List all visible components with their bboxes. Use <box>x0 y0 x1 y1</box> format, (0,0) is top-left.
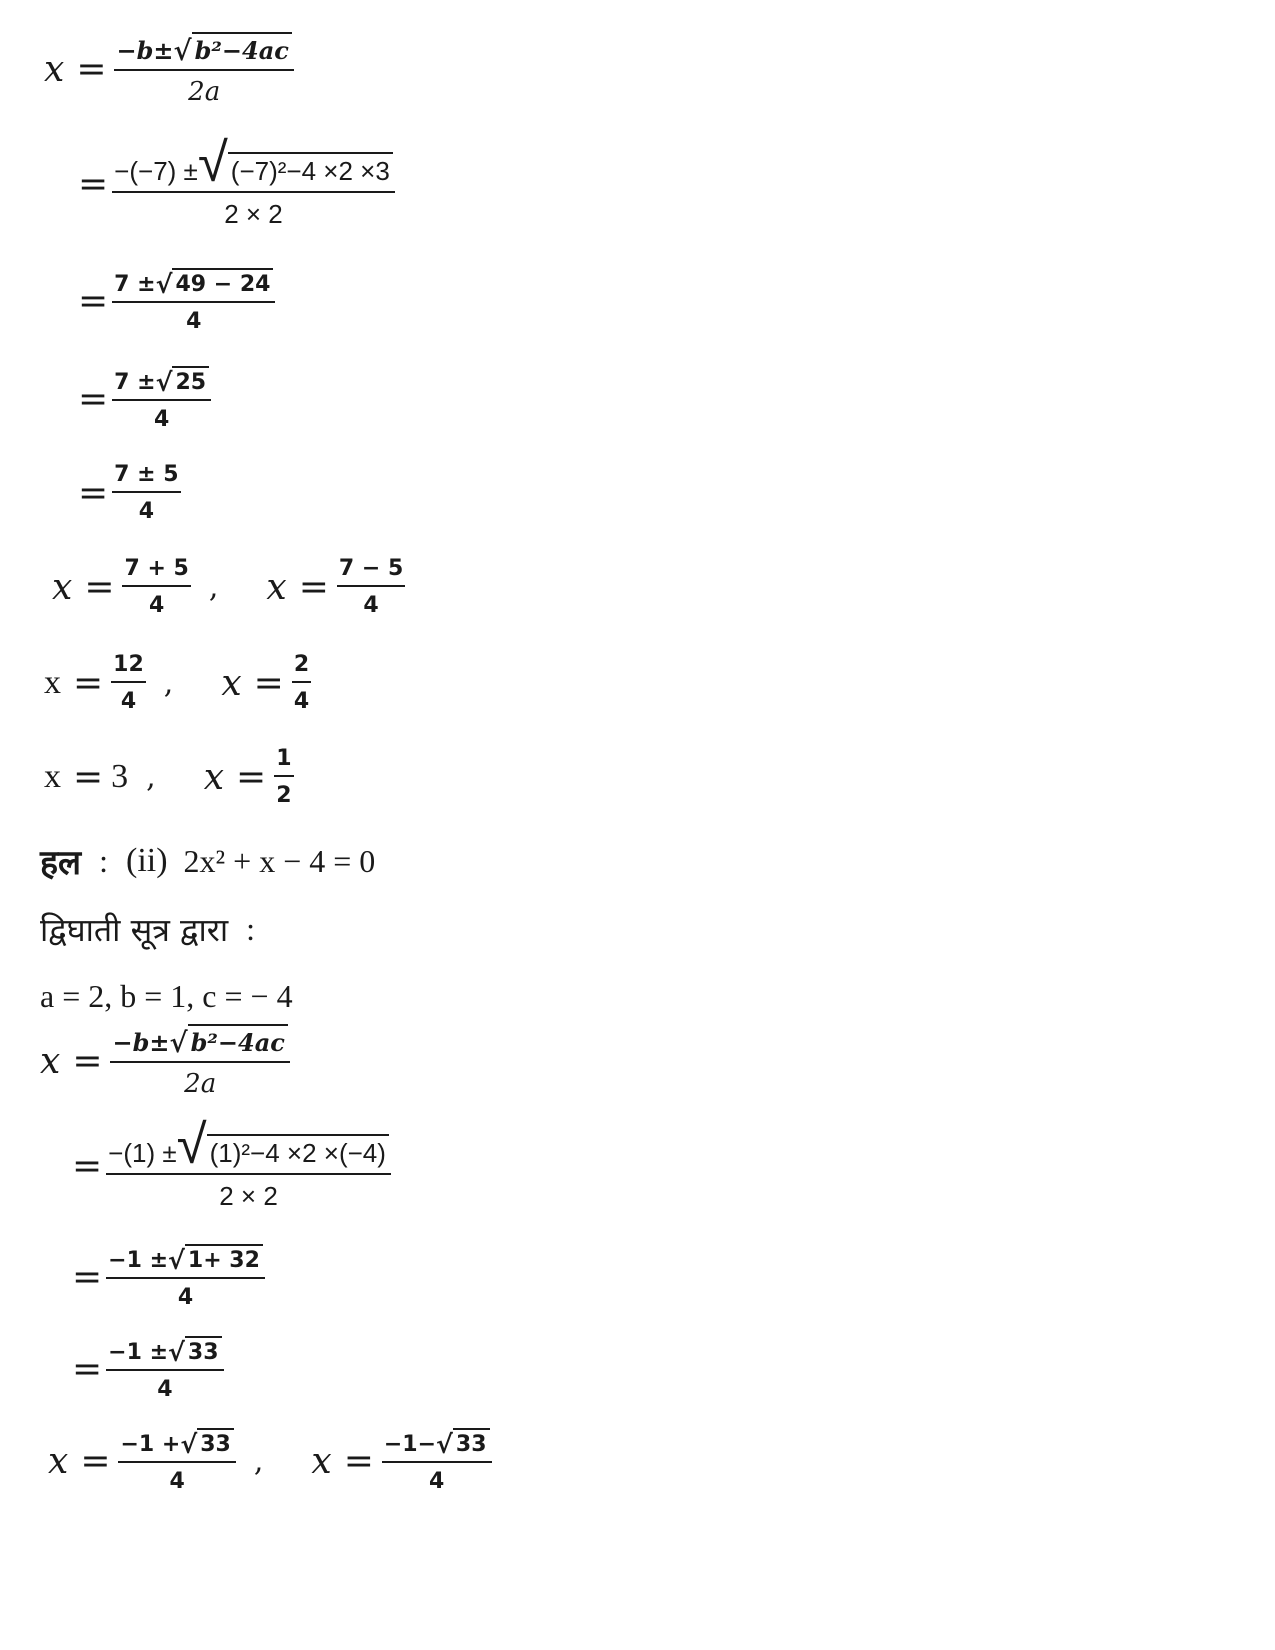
solution-label: हल <box>40 843 82 883</box>
lhs-x: x <box>44 758 61 795</box>
denominator: 2a <box>188 77 221 107</box>
square-root <box>156 366 210 395</box>
radical-sign-icon: √ <box>155 367 173 397</box>
denominator: 4 <box>363 593 379 618</box>
s2-method <box>40 908 273 951</box>
lhs-x: x <box>203 756 225 798</box>
denominator: 2 × 2 <box>224 199 283 230</box>
numerator: 12 <box>111 652 146 683</box>
numerator-prefix: −1− <box>383 1432 437 1457</box>
s2-substitution <box>72 1114 391 1212</box>
s2-step2 <box>72 1244 265 1310</box>
radical-sign-icon: √ <box>176 1114 207 1175</box>
numerator-prefix: −1 ± <box>108 1340 169 1365</box>
denominator: 2 <box>276 783 292 808</box>
colon: : <box>246 911 256 947</box>
s1-roots-simplified <box>44 652 311 714</box>
square-root <box>180 1428 234 1457</box>
radicand: 25 <box>172 366 209 395</box>
equals-sign: = <box>73 756 104 798</box>
radical-sign-icon: √ <box>168 1245 185 1275</box>
equals-sign: = <box>72 1256 103 1298</box>
radicand: (1)²−4 ×2 ×(−4) <box>207 1134 389 1169</box>
lhs-x: x <box>221 662 242 704</box>
square-root <box>156 268 274 297</box>
square-root <box>169 1024 287 1060</box>
root-one <box>44 757 128 798</box>
denominator: 4 <box>429 1469 445 1494</box>
equals-sign: = <box>76 49 107 90</box>
root-two <box>311 1428 491 1494</box>
equals-sign: = <box>78 163 109 205</box>
fraction <box>112 132 395 230</box>
s2-general-formula <box>40 1024 290 1099</box>
s2-coefficients <box>40 978 293 1015</box>
root-two <box>221 652 311 714</box>
denominator: 4 <box>153 407 170 432</box>
numerator-prefix: −b± <box>112 1028 170 1057</box>
lhs-x: x <box>52 566 73 608</box>
lhs-x: x <box>266 566 287 608</box>
coefficients: a = 2, b = 1, c = − 4 <box>40 978 293 1014</box>
numerator-prefix: −(−7) ± <box>114 156 198 187</box>
fraction <box>111 652 146 714</box>
equals-sign: = <box>80 1440 111 1482</box>
equals-sign: = <box>298 566 329 608</box>
part-number: (ii) <box>126 842 168 879</box>
radical-sign-icon: √ <box>155 269 173 299</box>
s1-general-formula <box>44 32 294 107</box>
denominator: 4 <box>120 689 137 714</box>
s1-substitution <box>78 132 395 230</box>
square-root <box>176 1114 389 1175</box>
fraction <box>292 652 311 714</box>
s2-roots <box>48 1428 492 1494</box>
separator-comma: , <box>208 569 219 605</box>
radicand: b²−4ac <box>192 32 292 65</box>
root-one <box>52 556 191 618</box>
denominator: 4 <box>149 593 165 618</box>
equation: 2x² + x − 4 = 0 <box>183 842 376 879</box>
root-two <box>204 746 294 808</box>
root-one <box>48 1428 236 1494</box>
fraction <box>337 556 405 618</box>
square-root <box>168 1336 222 1365</box>
denominator: 2a <box>184 1069 217 1099</box>
lhs-x: x <box>40 1041 61 1082</box>
denominator: 4 <box>293 689 310 714</box>
radicand: b²−4ac <box>188 1024 288 1057</box>
radical-sign-icon: √ <box>169 1026 188 1060</box>
equals-sign: = <box>72 1348 103 1390</box>
radicand: (−7)²−4 ×2 ×3 <box>228 152 393 187</box>
radical-sign-icon: √ <box>173 34 192 68</box>
equals-sign: = <box>78 280 109 322</box>
numerator-prefix: −(1) ± <box>108 1138 177 1169</box>
radical-sign-icon: √ <box>180 1429 198 1459</box>
separator-comma: , <box>253 1443 264 1479</box>
fraction <box>118 1428 235 1494</box>
radicand: 33 <box>197 1428 234 1457</box>
fraction <box>106 1114 391 1212</box>
equals-sign: = <box>84 566 115 608</box>
radicand: 49 − 24 <box>172 268 273 297</box>
radicand: 33 <box>453 1428 490 1457</box>
equals-sign: = <box>72 1145 103 1187</box>
radical-sign-icon: √ <box>197 132 228 193</box>
equals-sign: = <box>72 1041 103 1082</box>
root-one <box>44 652 146 714</box>
s1-step4 <box>78 462 181 524</box>
method-text: द्विघाती सूत्र द्वारा <box>40 911 229 949</box>
denominator: 2 × 2 <box>219 1181 278 1212</box>
fraction <box>114 32 293 107</box>
square-root <box>173 32 291 68</box>
root-value: 3 <box>111 758 129 795</box>
lhs-x: x <box>44 49 65 90</box>
numerator: 7 ± 5 <box>112 462 180 493</box>
equals-sign: = <box>236 756 267 798</box>
denominator: 4 <box>186 309 202 334</box>
s2-heading <box>40 838 375 884</box>
equals-sign: = <box>78 472 109 514</box>
fraction <box>112 268 275 334</box>
fraction <box>274 746 293 808</box>
s2-step3 <box>72 1336 224 1402</box>
fraction <box>112 462 180 524</box>
lhs-x: x <box>48 1440 69 1482</box>
s1-step3 <box>78 366 211 432</box>
numerator-prefix: 7 ± <box>114 370 156 395</box>
fraction <box>112 366 211 432</box>
separator-comma: , <box>146 759 156 795</box>
equals-sign: = <box>78 378 109 420</box>
radical-sign-icon: √ <box>168 1337 185 1367</box>
numerator: 2 <box>292 652 311 683</box>
lhs-x: x <box>311 1440 332 1482</box>
denominator: 4 <box>138 499 155 524</box>
numerator-prefix: 7 ± <box>114 272 156 297</box>
square-root <box>436 1428 490 1457</box>
colon: : <box>99 842 108 879</box>
numerator: 7 + 5 <box>122 556 190 587</box>
numerator-prefix: −1 ± <box>108 1248 169 1273</box>
radicand: 33 <box>185 1336 222 1365</box>
numerator-prefix: −1 + <box>120 1432 181 1457</box>
s1-roots-final <box>44 746 294 808</box>
fraction <box>106 1244 265 1310</box>
square-root <box>168 1244 263 1273</box>
numerator: 7 − 5 <box>337 556 405 587</box>
denominator: 4 <box>169 1469 185 1494</box>
lhs-x: x <box>44 664 61 701</box>
denominator: 4 <box>157 1377 173 1402</box>
radical-sign-icon: √ <box>436 1429 453 1459</box>
denominator: 4 <box>177 1285 194 1310</box>
s1-roots-fraction <box>52 556 405 618</box>
equals-sign: = <box>343 1440 374 1482</box>
equals-sign: = <box>73 662 104 704</box>
radicand: 1+ 32 <box>185 1244 263 1273</box>
numerator-prefix: −b± <box>116 36 174 65</box>
numerator: 1 <box>274 746 293 777</box>
root-two <box>266 556 405 618</box>
fraction <box>106 1336 223 1402</box>
square-root <box>197 132 393 193</box>
equals-sign: = <box>253 662 284 704</box>
separator-comma: , <box>163 665 174 701</box>
fraction <box>382 1428 492 1494</box>
s1-step2 <box>78 268 275 334</box>
fraction <box>122 556 190 618</box>
fraction <box>110 1024 289 1099</box>
